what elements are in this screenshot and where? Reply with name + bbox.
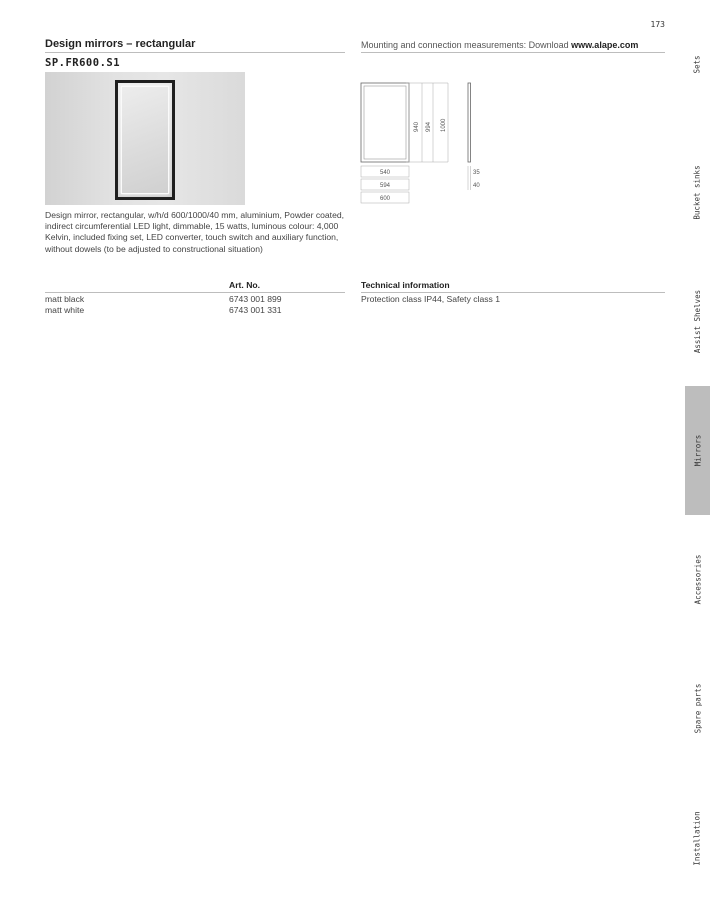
table-header-rule: [45, 292, 345, 293]
page-title: Design mirrors – rectangular: [45, 38, 196, 50]
tab-installation[interactable]: Installation: [693, 810, 702, 866]
artno-cell: 6743 001 331: [229, 305, 282, 315]
dim-height-2: 994: [426, 121, 432, 132]
page-number: 173: [650, 20, 665, 29]
technical-text: Protection class IP44, Safety class 1: [361, 294, 500, 304]
mirror-glow: [121, 86, 169, 194]
tab-bucket-sinks[interactable]: Bucket sinks: [693, 165, 702, 220]
variant-cell: matt white: [45, 305, 85, 315]
tab-accessories[interactable]: Accessories: [693, 554, 703, 605]
mounting-note: [361, 40, 638, 50]
header-rule-right: [361, 52, 665, 53]
technical-header: Technical information: [361, 280, 450, 290]
dim-depth-1: 35: [473, 170, 480, 176]
tab-sets[interactable]: Sets: [693, 54, 702, 74]
technical-drawing: [358, 80, 488, 205]
tab-assist-shelves[interactable]: Assist Shelves: [693, 289, 702, 354]
dim-height-3: 1000: [441, 118, 447, 132]
table-header-artno: Art. No.: [229, 280, 261, 290]
tab-spare-parts[interactable]: Spare parts: [693, 683, 703, 734]
product-description: Design mirror, rectangular, w/h/d 600/1000/40 mm, aluminium, Powder coated, indirect circumferential LED light, dimmable, 15 watts, luminous colour: 4,000 Kelvin, included fixing set, LED converter, touch switch and auxiliary function, without dowels (to be adjusted to constructional situation): [45, 210, 345, 254]
artno-cell: 6743 001 899: [229, 294, 282, 304]
dim-depth-2: 40: [473, 183, 480, 189]
dim-width-1: 540: [380, 170, 391, 176]
drawing-side-view: [468, 83, 471, 162]
technical-rule: [361, 292, 665, 293]
mirror-image: [115, 80, 175, 200]
dim-height-1: 940: [414, 121, 420, 132]
download-link[interactable]: www.alape.com: [571, 40, 639, 50]
product-code: SP.FR600.S1: [45, 57, 121, 69]
product-photo: [45, 72, 245, 205]
drawing-front-outer: [361, 83, 409, 162]
variant-cell: matt black: [45, 294, 85, 304]
header-rule-left: [45, 52, 345, 53]
tab-mirrors[interactable]: Mirrors: [685, 386, 710, 515]
dim-width-3: 600: [380, 196, 391, 202]
dim-width-2: 594: [380, 183, 391, 189]
mounting-text: Mounting and connection measurements: Download: [361, 40, 569, 50]
drawing-front-inner: [364, 86, 406, 159]
